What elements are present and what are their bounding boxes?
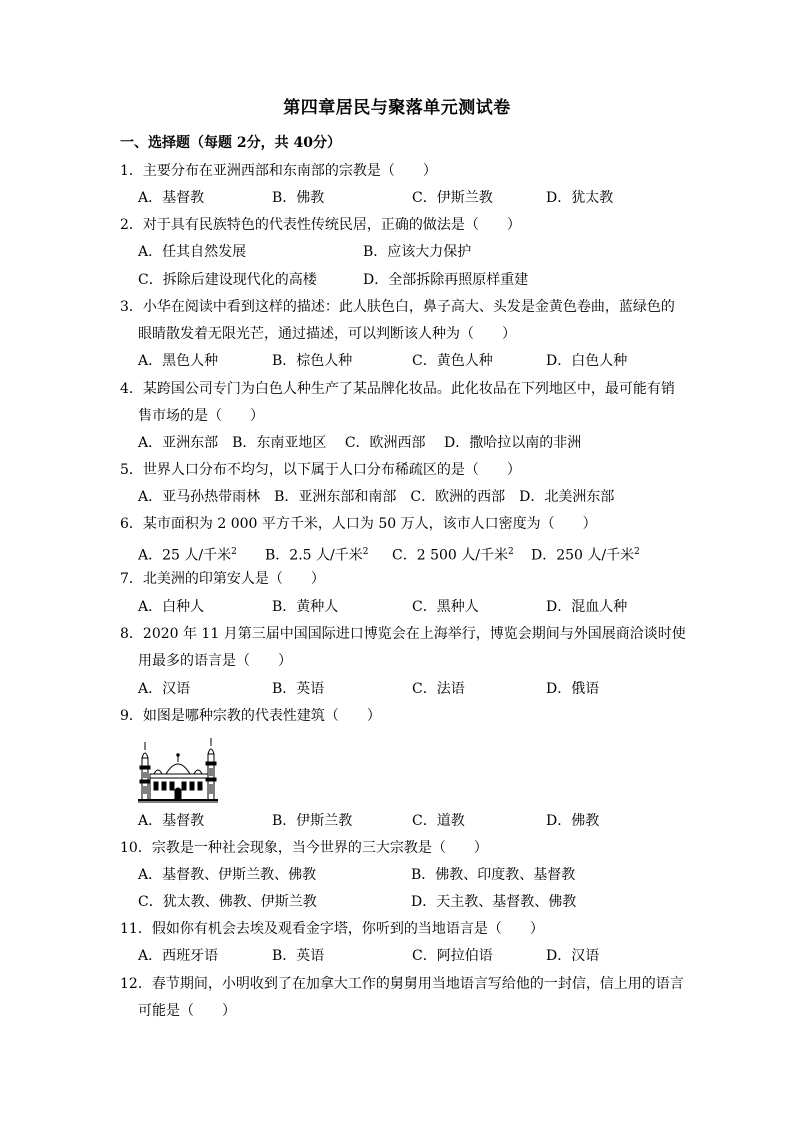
option-d[interactable]: D．佛教 xyxy=(546,813,600,829)
superscript: 2 xyxy=(634,547,640,557)
option-c[interactable]: C．道教 xyxy=(412,813,465,829)
option-d[interactable]: D．白色人种 xyxy=(546,353,628,369)
question-2-stem: 2．对于具有民族特色的代表性传统民居，正确的做法是（ ） xyxy=(120,217,521,233)
question-9-stem: 9．如图是哪种宗教的代表性建筑（ ） xyxy=(120,708,381,724)
option-c[interactable]: C．阿拉伯语 xyxy=(412,948,493,964)
question-12-stem: 12．春节期间，小明收到了在加拿大工作的舅舅用当地语言写给他的一封信，信上用的语言 xyxy=(120,976,684,992)
question-3-stem: 3．小华在阅读中看到这样的描述：此人肤色白，鼻子高大、头发是金黄色卷曲，蓝绿色的 xyxy=(120,299,675,315)
section-heading: 一、选择题（每题 2分，共 40分） xyxy=(120,135,341,151)
option-c[interactable]: C．法语 xyxy=(412,681,465,697)
option-b[interactable]: B．棕色人种 xyxy=(272,353,353,369)
option-c[interactable]: C．犹太教、佛教、伊斯兰教 xyxy=(138,894,317,910)
question-10-stem: 10．宗教是一种社会现象，当今世界的三大宗教是（ ） xyxy=(120,840,488,856)
option-d[interactable]: D．天主教、基督教、佛教 xyxy=(411,894,577,910)
option-d[interactable]: D．俄语 xyxy=(546,681,600,697)
superscript: 2 xyxy=(231,547,237,557)
option-b[interactable]: B．佛教 xyxy=(272,190,325,206)
question-6-stem: 6．某市面积为 2 000 平方千米，人口为 50 万人，该市人口密度为（ ） xyxy=(120,516,597,532)
options-row[interactable]: A．亚洲东部 B．东南亚地区 C．欧洲西部 D．撒哈拉以南的非洲 xyxy=(138,435,582,451)
option-b[interactable]: B．英语 xyxy=(272,948,325,964)
question-3-stem-cont: 眼睛散发着无限光芒，通过描述，可以判断该人种为（ ） xyxy=(138,326,516,342)
question-5-stem: 5．世界人口分布不均匀，以下属于人口分布稀疏区的是（ ） xyxy=(120,462,521,478)
option-c[interactable]: C．黄色人种 xyxy=(412,353,493,369)
question-11-stem: 11．假如你有机会去埃及观看金字塔，你听到的当地语言是（ ） xyxy=(120,921,544,937)
option-a[interactable]: A．25 人/千米$^2$ xyxy=(138,547,237,564)
question-7-stem: 7．北美洲的印第安人是（ ） xyxy=(120,571,325,587)
option-c[interactable]: C．拆除后建设现代化的高楼 xyxy=(138,272,317,288)
option-a[interactable]: A．黑色人种 xyxy=(138,353,219,369)
option-d[interactable]: D．全部拆除再照原样重建 xyxy=(363,272,529,288)
option-b[interactable]: B．伊斯兰教 xyxy=(272,813,353,829)
option-d[interactable]: D．犹太教 xyxy=(546,190,614,206)
option-d[interactable]: D．250 人/千米$^2$ xyxy=(531,547,640,564)
option-b[interactable]: B．2.5 人/千米$^2$ xyxy=(265,547,369,564)
option-a[interactable]: A．基督教 xyxy=(138,813,205,829)
question-1-stem: 1．主要分布在亚洲西部和东南部的宗教是（ ） xyxy=(120,163,437,179)
option-a[interactable]: A．任其自然发展 xyxy=(138,244,247,260)
option-c[interactable]: C．伊斯兰教 xyxy=(412,190,493,206)
option-b[interactable]: B．佛教、印度教、基督教 xyxy=(411,867,576,883)
option-d[interactable]: D．混血人种 xyxy=(546,599,628,615)
option-b[interactable]: B．英语 xyxy=(272,681,325,697)
option-a[interactable]: A．基督教、伊斯兰教、佛教 xyxy=(138,867,317,883)
option-c[interactable]: C．2 500 人/千米$^2$ xyxy=(392,547,514,564)
options-row[interactable]: A．亚马孙热带雨林 B．亚洲东部和南部 C．欧洲的西部 D．北美洲东部 xyxy=(138,489,615,505)
option-a[interactable]: A．白种人 xyxy=(138,599,205,615)
option-b[interactable]: B．应该大力保护 xyxy=(363,244,472,260)
option-b[interactable]: B．黄种人 xyxy=(272,599,339,615)
superscript: 2 xyxy=(507,547,514,557)
option-a[interactable]: A．基督教 xyxy=(138,190,205,206)
question-12-stem-cont: 可能是（ ） xyxy=(138,1003,236,1019)
question-4-stem: 4．某跨国公司专门为白色人种生产了某品牌化妆品。此化妆品在下列地区中，最可能有销 xyxy=(120,381,675,397)
page-title: 第四章居民与聚落单元测试卷 xyxy=(283,98,511,118)
question-8-stem-cont: 用最多的语言是（ ） xyxy=(138,653,292,669)
option-d[interactable]: D．汉语 xyxy=(546,948,600,964)
superscript: 2 xyxy=(362,547,369,557)
mosque-illustration xyxy=(138,736,218,804)
option-c[interactable]: C．黑种人 xyxy=(412,599,479,615)
question-8-stem: 8．2020 年 11 月第三届中国国际进口博览会在上海举行，博览会期间与外国展商洽谈时使 xyxy=(120,626,686,642)
question-4-stem-cont: 售市场的是（ ） xyxy=(138,408,264,424)
option-a[interactable]: A．西班牙语 xyxy=(138,948,219,964)
option-a[interactable]: A．汉语 xyxy=(138,681,191,697)
